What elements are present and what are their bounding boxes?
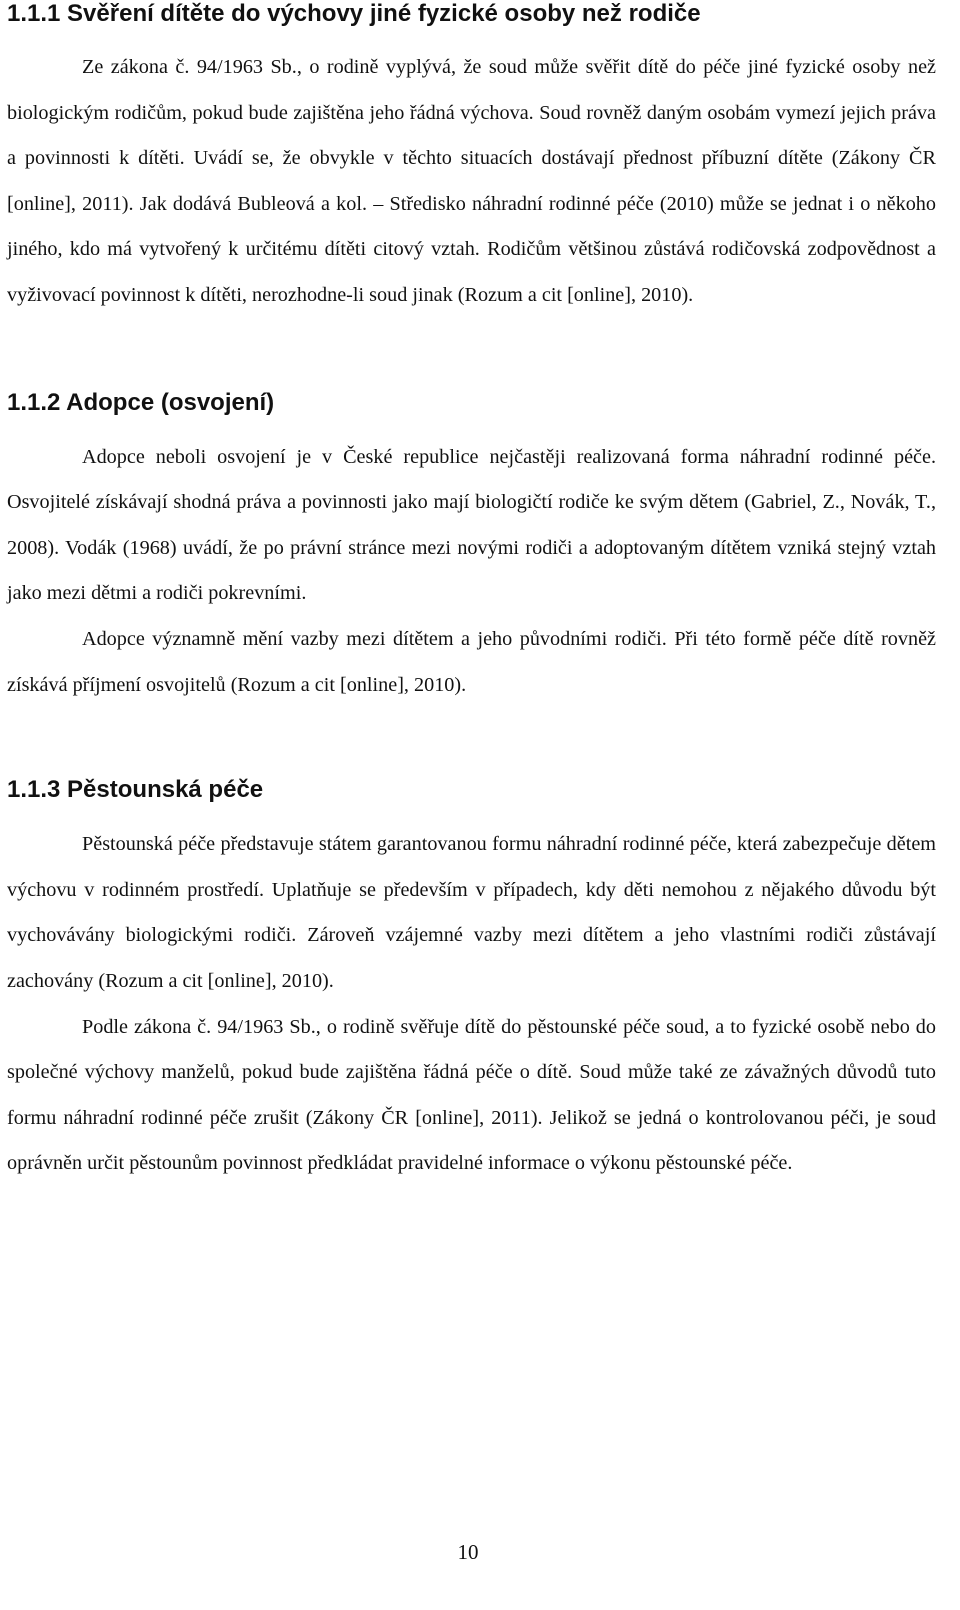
paragraph-custody-transfer: Ze zákona č. 94/1963 Sb., o rodině vyplývá, že soud může svěřit dítě do péče jiné fyzické osoby než biologickým rodičům, pokud bude zajištěna jeho řádná výchova. Soud rovněž daným osobám vymezí jejich práva a povinnosti k dítěti. Uvádí se, že obvykle v těchto situacích dostávají přednost příbuzní dítěte (Zákony ČR [online], 2011). Jak dodává Bubleová a kol. – Středisko náhradní rodinné péče (2010) může se jednat i o někoho jiného, kdo má vytvořený k určitému dítěti citový vztah. Rodičům většinou zůstává rodičovská zodpovědnost a vyživovací povinnost k dítěti, nerozhodne-li soud jinak (Rozum a cit [online], 2010). <box>7 56 936 306</box>
paragraph-adoption-definition: Adopce neboli osvojení je v České republice nejčastěji realizovaná forma náhradní rodinné péče. Osvojitelé získávají shodná práva a povinnosti jako mají biologičtí rodiče ke svým dětem (Gabriel, Z., Novák, T., 2008). Vodák (1968) uvádí, že po právní stránce mezi novými rodiči a adoptovaným dítětem vzniká stejný vztah jako mezi dětmi a rodiči pokrevními. <box>7 445 936 605</box>
document-page <box>7 0 936 1187</box>
section-heading-1-1-3: 1.1.3 Pěstounská péče <box>7 776 264 804</box>
paragraph-foster-care-definition: Pěstounská péče představuje státem garantovanou formu náhradní rodinné péče, která zabezpečuje dětem výchovu v rodinném prostředí. Uplatňuje se především v případech, kdy děti nemohou z nějakého důvodu být vychovávány biologickými rodiči. Zároveň vzájemné vazby mezi dítětem a jeho vlastními rodiči zůstávají zachovány (Rozum a cit [online], 2010). <box>7 833 936 992</box>
paragraph-foster-care-law: Podle zákona č. 94/1963 Sb., o rodině svěřuje dítě do pěstounské péče soud, a to fyzické osobě nebo do společné výchovy manželů, pokud bude zajištěna řádná péče o dítě. Soud může také ze závažných důvodů tuto formu náhradní rodinné péče zrušit (Zákony ČR [online], 2011). Jelikož se jedná o kontrolovanou péči, je soud oprávněn určit pěstounům povinnost předkládat pravidelné informace o výkonu pěstounské péče. <box>7 1015 936 1175</box>
paragraph-adoption-effects: Adopce významně mění vazby mezi dítětem a jeho původními rodiči. Při této formě péče dítě rovněž získává příjmení osvojitelů (Rozum a cit [online], 2010). <box>7 627 936 696</box>
page-number: 10 <box>457 1540 479 1564</box>
section-heading-1-1-2: 1.1.2 Adopce (osvojení) <box>7 388 275 416</box>
section-heading-1-1-1: 1.1.1 Svěření dítěte do výchovy jiné fyzické osoby než rodiče <box>7 0 701 27</box>
